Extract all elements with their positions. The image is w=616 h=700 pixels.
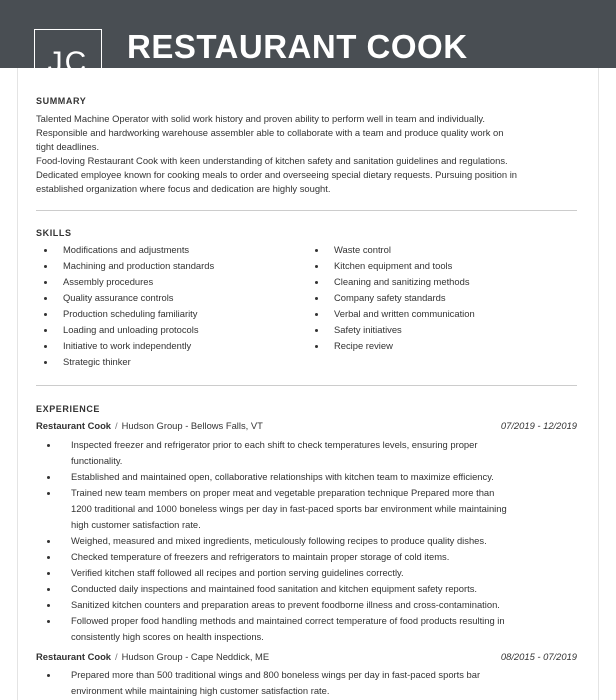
skills-heading: SKILLS	[36, 228, 72, 238]
job-company: Hudson Group - Cape Neddick, ME	[121, 651, 270, 662]
job-bullet-list	[36, 437, 581, 645]
job-bullet	[36, 581, 581, 597]
bullet-line: Sanitized kitchen counters and preparation areas to prevent foodborne illness and cross-contamination.	[71, 599, 500, 610]
skill-item: Assembly procedures	[36, 274, 306, 290]
job-bullet	[36, 565, 581, 581]
skill-item: Production scheduling familiarity	[36, 306, 306, 322]
skill-item: Cleaning and sanitizing methods	[307, 274, 577, 290]
bullet-line: Conducted daily inspections and maintained food sanitation and kitchen equipment safety reports.	[71, 583, 477, 594]
job-bullet	[36, 613, 581, 645]
job-dates: 08/2015 - 07/2019	[500, 651, 577, 662]
summary-line: Food-loving Restaurant Cook with keen understanding of kitchen safety and sanitation guidelines and regulations.	[36, 155, 508, 167]
experience-heading: EXPERIENCE	[36, 404, 101, 414]
skill-item: Loading and unloading protocols	[36, 322, 306, 338]
bullet-line: 1200 traditional and 1000 boneless wings per day in fast-paced sports bar environment while maintaining	[71, 503, 507, 514]
section-divider	[36, 210, 577, 211]
summary-text	[36, 112, 581, 197]
bullet-line: Checked temperature of freezers and refrigerators to maintain proper storage of cold items.	[71, 551, 450, 562]
skill-item: Recipe review	[307, 338, 577, 354]
bullet-line: Weighed, measured and mixed ingredients, meticulously following recipes to produce quality dishes.	[71, 535, 487, 546]
skill-item: Quality assurance controls	[36, 290, 306, 306]
bullet-line: Prepared more than 500 traditional wings and 800 boneless wings per day in fast-paced sports bar	[71, 669, 481, 680]
job-bullet-list	[36, 667, 581, 699]
bullet-line: Verified kitchen staff followed all recipes and portion serving guidelines correctly.	[71, 567, 404, 578]
job-company: Hudson Group - Bellows Falls, VT	[121, 420, 263, 431]
monogram-badge: JC	[34, 29, 102, 79]
job-bullet	[36, 667, 581, 699]
skill-item: Strategic thinker	[36, 354, 306, 370]
skills-list-left	[36, 242, 306, 370]
summary-line: Responsible and hardworking warehouse assembler able to collaborate with a team and produce quality work on	[36, 127, 504, 139]
skill-item: Safety initiatives	[307, 322, 577, 338]
bullet-line: high customer satisfaction rate.	[71, 519, 201, 530]
bullet-line: functionality.	[71, 455, 123, 466]
job-title: Restaurant Cook	[36, 651, 112, 662]
skill-item: Company safety standards	[307, 290, 577, 306]
job-separator: /	[115, 420, 118, 431]
summary-line: established organization where focus and dedication are highly sought.	[36, 183, 331, 195]
job-bullet	[36, 533, 581, 549]
job-bullet	[36, 549, 581, 565]
skill-item: Machining and production standards	[36, 258, 306, 274]
skill-item: Initiative to work independently	[36, 338, 306, 354]
skill-item: Kitchen equipment and tools	[307, 258, 577, 274]
job-bullet	[36, 597, 581, 613]
bullet-line: Followed proper food handling methods and maintained correct temperature of food products resulting in	[71, 615, 505, 626]
job-title: Restaurant Cook	[36, 420, 112, 431]
job-bullet	[36, 485, 581, 533]
skill-item: Verbal and written communication	[307, 306, 577, 322]
job-bullet	[36, 437, 581, 469]
skill-item: Modifications and adjustments	[36, 242, 306, 258]
bullet-line: environment while maintaining high customer satisfaction rate.	[71, 685, 330, 696]
section-divider	[36, 385, 577, 386]
skill-item: Waste control	[307, 242, 577, 258]
summary-line: Dedicated employee known for cooking meals to order and overseeing special dietary requests. Pursuing position in	[36, 169, 517, 181]
job-separator: /	[115, 651, 118, 662]
bullet-line: consistently high scores on health inspections.	[71, 631, 264, 642]
summary-heading: SUMMARY	[36, 96, 87, 106]
summary-line: tight deadlines.	[36, 141, 100, 153]
skills-list-right	[307, 242, 577, 354]
job-dates: 07/2019 - 12/2019	[500, 420, 577, 431]
job-header	[36, 650, 577, 664]
summary-line: Talented Machine Operator with solid work history and proven ability to perform well in team and individually.	[36, 113, 485, 124]
resume-name: RESTAURANT COOK	[127, 28, 468, 65]
bullet-line: Established and maintained open, collaborative relationships with kitchen team to maximize efficiency.	[71, 471, 494, 482]
bullet-line: Inspected freezer and refrigerator prior to each shift to check temperatures levels, ensuring proper	[71, 439, 478, 450]
job-bullet	[36, 469, 581, 485]
bullet-line: Trained new team members on proper meat and vegetable preparation technique Prepared more than	[71, 487, 495, 498]
job-header	[36, 419, 577, 433]
